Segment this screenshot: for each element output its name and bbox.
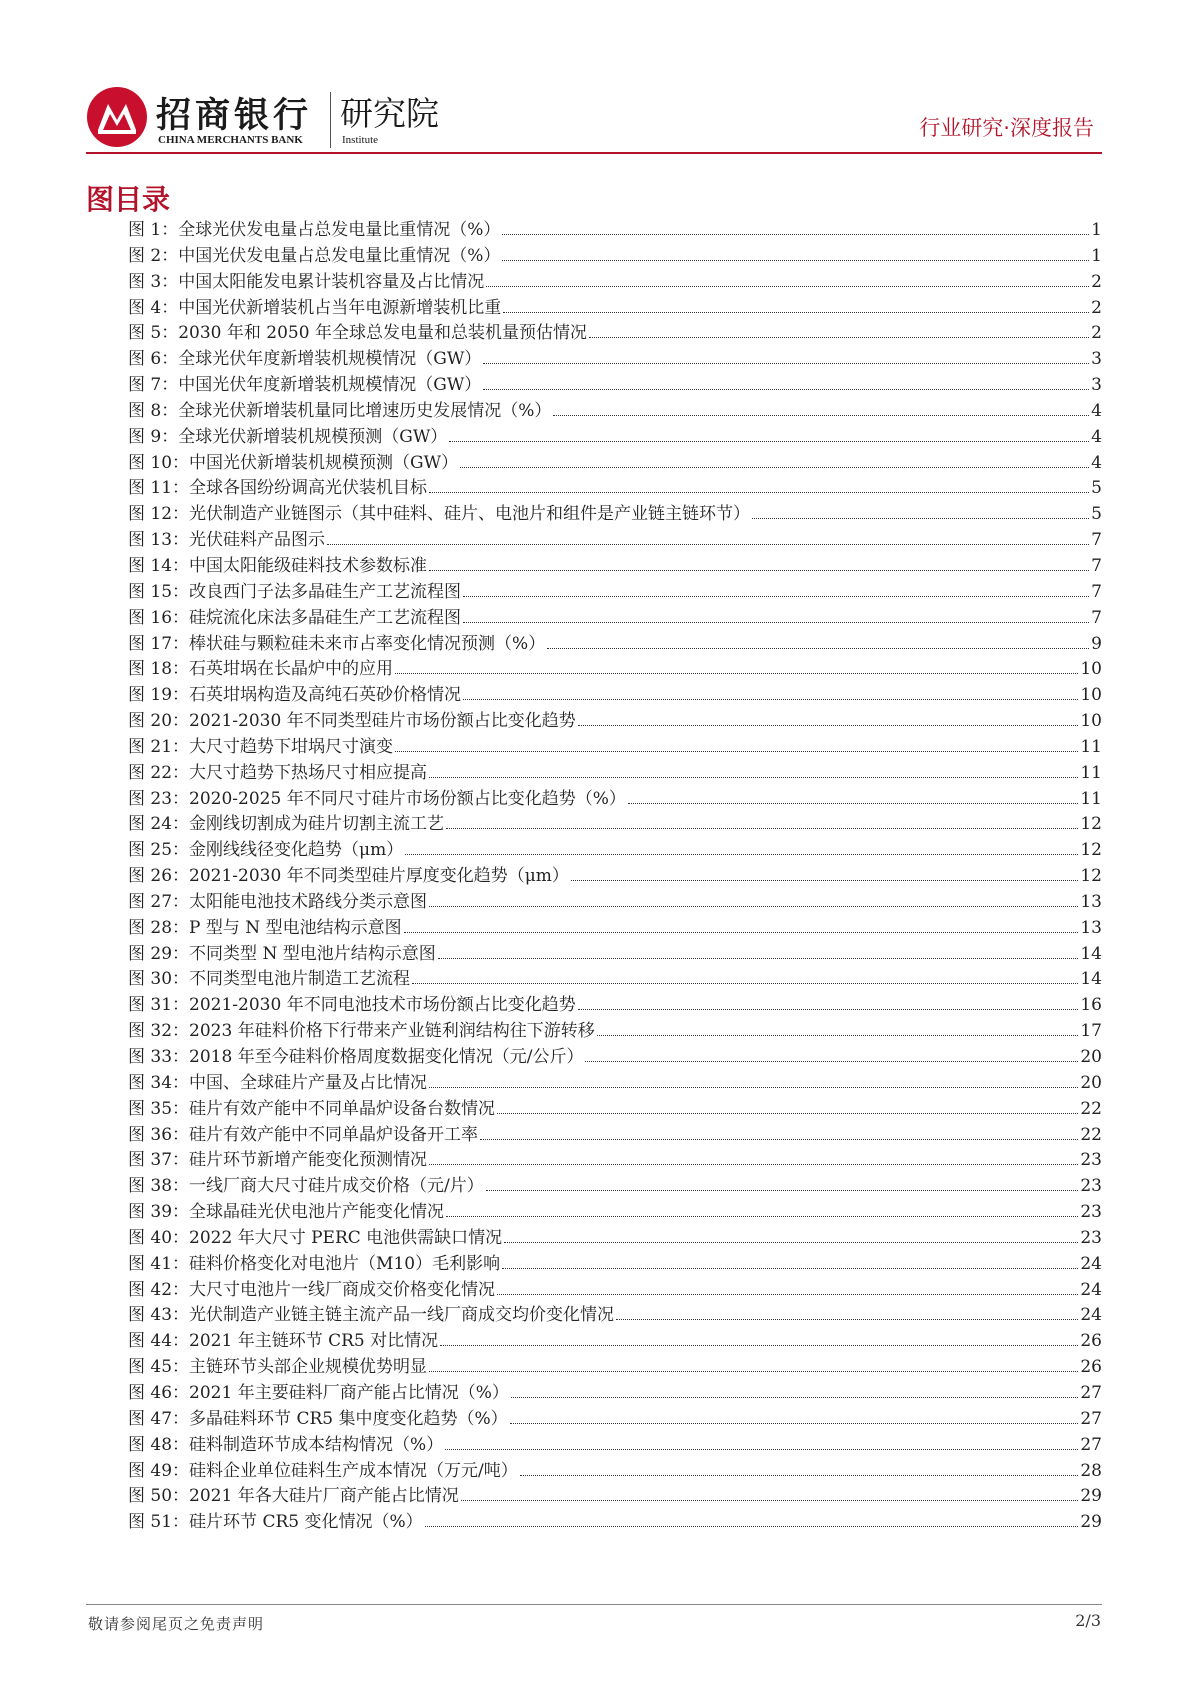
toc-entry-title: 全球光伏年度新增装机规模情况（GW）: [178, 349, 482, 370]
toc-entry-page: 4: [1091, 452, 1102, 473]
toc-entry-page: 16: [1080, 995, 1102, 1016]
toc-entry[interactable]: [128, 967, 1102, 993]
toc-entry-page: 1: [1091, 245, 1102, 266]
toc-entry-number: 图 32：: [128, 1021, 190, 1042]
toc-entry-title: 金刚线切割成为硅片切割主流工艺: [189, 814, 445, 835]
toc-entry-page: 2: [1091, 271, 1102, 292]
toc-entry-number: 图 23：: [128, 788, 190, 809]
toc-entry-leader: [585, 1061, 1078, 1062]
report-type-label: 行业研究·深度报告: [919, 116, 1094, 140]
toc-entry-leader: [429, 492, 1089, 493]
toc-entry-number: 图 5：: [128, 323, 179, 344]
toc-entry[interactable]: [128, 1381, 1102, 1407]
toc-entry-number: 图 15：: [128, 581, 190, 602]
toc-entry-page: 7: [1091, 607, 1102, 628]
header-rule: [86, 152, 1102, 154]
toc-entry-page: 12: [1080, 814, 1102, 835]
toc-entry[interactable]: [128, 1329, 1102, 1355]
toc-entry[interactable]: [128, 942, 1102, 968]
toc-entry-page: 7: [1091, 530, 1102, 551]
toc-entry-leader: [752, 518, 1089, 519]
toc-entry-leader: [483, 363, 1089, 364]
toc-entry-number: 图 11：: [128, 478, 190, 499]
toc-entry-page: 23: [1080, 1176, 1102, 1197]
toc-entry[interactable]: [128, 1200, 1102, 1226]
toc-entry-leader: [395, 751, 1078, 752]
toc-entry-number: 图 13：: [128, 530, 190, 551]
toc-entry[interactable]: [128, 476, 1102, 502]
toc-entry-number: 图 43：: [128, 1305, 190, 1326]
toc-entry-page: 27: [1080, 1382, 1102, 1403]
toc-entry-title: 主链环节头部企业规模优势明显: [189, 1357, 428, 1378]
toc-entry-leader: [445, 1449, 1078, 1450]
toc-entry[interactable]: [128, 1045, 1102, 1071]
toc-entry-page: 12: [1080, 840, 1102, 861]
toc-entry[interactable]: [128, 683, 1102, 709]
toc-entry[interactable]: [128, 1148, 1102, 1174]
toc-entry-leader: [628, 803, 1078, 804]
toc-entry-title: 金刚线线径变化趋势（μm）: [189, 840, 404, 861]
toc-entry[interactable]: [128, 735, 1102, 761]
toc-entry-number: 图 16：: [128, 607, 190, 628]
toc-entry-page: 20: [1080, 1047, 1102, 1067]
toc-entry-number: 图 4：: [128, 297, 179, 318]
toc-entry-leader: [502, 1268, 1078, 1269]
toc-entry-leader: [547, 648, 1089, 649]
toc-entry-page: 24: [1080, 1279, 1102, 1300]
toc-entry-title: 2022 年大尺寸 PERC 电池供需缺口情况: [189, 1227, 503, 1248]
toc-entry-title: 光伏硅料产品图示: [189, 530, 326, 551]
toc-entry-number: 图 42：: [128, 1279, 190, 1300]
toc-entry[interactable]: [128, 1459, 1102, 1485]
toc-entry-leader: [510, 1423, 1079, 1424]
toc-entry[interactable]: [128, 864, 1102, 890]
toc-entry-page: 4: [1091, 426, 1102, 447]
toc-entry-title: 中国、全球硅片产量及占比情况: [189, 1072, 428, 1093]
toc-entry[interactable]: [128, 761, 1102, 787]
toc-entry-leader: [502, 234, 1089, 235]
toc-entry-title: 2021-2030 年不同类型硅片市场份额占比变化趋势: [189, 711, 576, 732]
toc-entry-number: 图 39：: [128, 1202, 190, 1223]
toc-entry-leader: [404, 932, 1079, 933]
institute-name-en: Institute: [342, 134, 379, 146]
toc-entry-leader: [511, 1397, 1078, 1398]
toc-entry[interactable]: [128, 1303, 1102, 1329]
toc-entry-number: 图 41：: [128, 1253, 190, 1274]
toc-entry[interactable]: [128, 890, 1102, 916]
toc-entry-title: 石英坩埚在长晶炉中的应用: [189, 659, 394, 680]
toc-entry-page: 23: [1080, 1150, 1102, 1171]
toc-entry-leader: [616, 1319, 1078, 1320]
toc-entry-page: 3: [1091, 375, 1102, 396]
toc-entry-title: 中国光伏新增装机规模预测（GW）: [189, 452, 459, 473]
toc-entry-leader: [446, 1216, 1078, 1217]
toc-entry-leader: [395, 673, 1078, 674]
toc-entry[interactable]: [128, 554, 1102, 580]
institute-name-cn: 研究院: [340, 94, 439, 133]
toc-entry-leader: [449, 441, 1089, 442]
toc-entry-title: 全球晶硅光伏电池片产能变化情况: [189, 1202, 445, 1223]
toc-entry-title: 全球光伏发电量占总发电量比重情况（%）: [178, 220, 501, 240]
toc-entry-title: 硅片有效产能中不同单晶炉设备台数情况: [189, 1098, 496, 1119]
toc-entry-number: 图 18：: [128, 659, 190, 680]
toc-entry-title: 太阳能电池技术路线分类示意图: [189, 891, 428, 912]
toc-entry-leader: [463, 699, 1078, 700]
toc-entry-leader: [520, 1475, 1079, 1476]
toc-entry[interactable]: [128, 1097, 1102, 1123]
toc-entry-title: 一线厂商大尺寸硅片成交价格（元/片）: [189, 1176, 484, 1197]
figure-list: [128, 218, 1102, 1536]
toc-entry[interactable]: [128, 606, 1102, 632]
brand-name-cn: 招商银行: [156, 96, 313, 136]
toc-entry-number: 图 3：: [128, 271, 179, 292]
toc-entry[interactable]: [128, 1123, 1102, 1149]
toc-entry-number: 图 51：: [128, 1512, 190, 1533]
toc-entry-page: 14: [1080, 943, 1102, 964]
toc-entry-title: 大尺寸趋势下坩埚尺寸演变: [189, 736, 394, 757]
toc-entry-number: 图 33：: [128, 1047, 190, 1067]
toc-entry-title: 大尺寸趋势下热场尺寸相应提高: [189, 762, 428, 783]
toc-entry-title: 2021 年各大硅片厂商产能占比情况: [189, 1486, 459, 1507]
toc-entry-leader: [486, 1190, 1079, 1191]
toc-entry-leader: [578, 1009, 1079, 1010]
page-header: [86, 86, 1102, 152]
toc-entry-title: 2021-2030 年不同电池技术市场份额占比变化趋势: [189, 995, 576, 1016]
toc-entry[interactable]: [128, 1484, 1102, 1510]
toc-entry-leader: [463, 622, 1089, 623]
toc-entry[interactable]: [128, 218, 1102, 244]
toc-entry-title: 中国太阳能级硅料技术参数标准: [189, 555, 428, 576]
toc-entry-number: 图 8：: [128, 400, 179, 421]
toc-entry-page: 22: [1080, 1098, 1102, 1119]
toc-entry-page: 29: [1080, 1512, 1102, 1533]
toc-entry-leader: [429, 906, 1078, 907]
toc-entry-title: 硅片有效产能中不同单晶炉设备开工率: [189, 1124, 479, 1145]
toc-entry[interactable]: [128, 321, 1102, 347]
toc-entry[interactable]: [128, 296, 1102, 322]
toc-entry-number: 图 36：: [128, 1124, 190, 1145]
toc-entry-title: 硅片环节 CR5 变化情况（%）: [189, 1512, 423, 1533]
toc-entry[interactable]: [128, 502, 1102, 528]
toc-entry-leader: [571, 880, 1078, 881]
toc-entry-number: 图 20：: [128, 711, 190, 732]
toc-entry-page: 10: [1080, 685, 1102, 706]
toc-entry-number: 图 29：: [128, 943, 190, 964]
toc-entry[interactable]: [128, 373, 1102, 399]
toc-entry-title: 2030 年和 2050 年全球总发电量和总装机量预估情况: [178, 323, 587, 344]
toc-entry-title: 全球光伏新增装机规模预测（GW）: [178, 426, 448, 447]
toc-entry-number: 图 46：: [128, 1382, 190, 1403]
toc-entry[interactable]: [128, 993, 1102, 1019]
toc-entry-number: 图 14：: [128, 555, 190, 576]
toc-entry-title: 2020-2025 年不同尺寸硅片市场份额占比变化趋势（%）: [189, 788, 626, 809]
toc-entry-number: 图 9：: [128, 426, 179, 447]
toc-entry[interactable]: [128, 399, 1102, 425]
toc-entry-page: 17: [1080, 1021, 1102, 1042]
toc-entry-leader: [461, 1500, 1079, 1501]
toc-entry-number: 图 7：: [128, 375, 179, 396]
toc-entry-number: 图 35：: [128, 1098, 190, 1119]
toc-entry-title: 不同类型 N 型电池片结构示意图: [189, 943, 436, 964]
toc-entry[interactable]: [128, 1019, 1102, 1045]
toc-entry-page: 10: [1080, 711, 1102, 732]
toc-entry-page: 23: [1080, 1227, 1102, 1248]
toc-entry-page: 3: [1091, 349, 1102, 370]
toc-entry-page: 11: [1080, 762, 1102, 783]
toc-entry-number: 图 28：: [128, 917, 190, 938]
toc-entry-page: 10: [1080, 659, 1102, 680]
toc-entry[interactable]: [128, 528, 1102, 554]
toc-entry-leader: [440, 1345, 1078, 1346]
brand-name-en: CHINA MERCHANTS BANK: [158, 134, 303, 146]
toc-entry-page: 24: [1080, 1305, 1102, 1326]
toc-entry-leader: [405, 854, 1078, 855]
toc-entry-page: 27: [1080, 1434, 1102, 1455]
toc-entry-page: 12: [1080, 866, 1102, 887]
toc-entry-leader: [553, 415, 1089, 416]
toc-entry-leader: [463, 596, 1089, 597]
toc-entry-leader: [429, 570, 1089, 571]
toc-entry[interactable]: [128, 1433, 1102, 1459]
toc-entry-leader: [429, 1371, 1078, 1372]
toc-entry[interactable]: [128, 1252, 1102, 1278]
toc-entry[interactable]: [128, 709, 1102, 735]
toc-entry-number: 图 50：: [128, 1486, 190, 1507]
toc-entry-number: 图 10：: [128, 452, 190, 473]
toc-entry-title: 硅烷流化床法多晶硅生产工艺流程图: [189, 607, 462, 628]
toc-entry-leader: [497, 1113, 1078, 1114]
toc-entry-title: 中国光伏发电量占总发电量比重情况（%）: [178, 245, 501, 266]
toc-entry-title: 中国太阳能发电累计装机容量及占比情况: [178, 271, 485, 292]
toc-entry-page: 20: [1080, 1072, 1102, 1093]
toc-entry[interactable]: [128, 270, 1102, 296]
toc-entry[interactable]: [128, 916, 1102, 942]
toc-entry-number: 图 38：: [128, 1176, 190, 1197]
toc-entry-page: 29: [1080, 1486, 1102, 1507]
toc-entry-title: 中国光伏年度新增装机规模情况（GW）: [178, 375, 482, 396]
toc-entry-title: 中国光伏新增装机占当年电源新增装机比重: [178, 297, 502, 318]
toc-entry-number: 图 48：: [128, 1434, 190, 1455]
toc-entry-number: 图 17：: [128, 633, 190, 654]
toc-entry-leader: [327, 544, 1089, 545]
toc-entry-page: 26: [1080, 1357, 1102, 1378]
toc-entry[interactable]: [128, 347, 1102, 373]
toc-entry-number: 图 31：: [128, 995, 190, 1016]
toc-entry-leader: [502, 260, 1089, 261]
toc-entry-number: 图 47：: [128, 1408, 190, 1429]
toc-entry[interactable]: [128, 657, 1102, 683]
toc-entry-page: 27: [1080, 1408, 1102, 1429]
toc-entry[interactable]: [128, 1407, 1102, 1433]
toc-entry-number: 图 37：: [128, 1150, 190, 1171]
toc-entry-number: 图 25：: [128, 840, 190, 861]
toc-entry-title: 2021 年主要硅料厂商产能占比情况（%）: [189, 1382, 509, 1403]
toc-entry-leader: [480, 1139, 1078, 1140]
toc-entry-title: 硅料企业单位硅料生产成本情况（万元/吨）: [189, 1460, 518, 1481]
toc-entry-leader: [460, 467, 1089, 468]
toc-entry-title: 光伏制造产业链主链主流产品一线厂商成交均价变化情况: [189, 1305, 615, 1326]
cmb-logo-icon: [86, 86, 148, 148]
toc-entry-title: 棒状硅与颗粒硅未来市占率变化情况预测（%）: [189, 633, 546, 654]
toc-entry-page: 4: [1091, 400, 1102, 421]
toc-entry-title: 全球各国纷纷调高光伏装机目标: [189, 478, 428, 499]
toc-entry-number: 图 12：: [128, 504, 190, 525]
toc-entry-number: 图 45：: [128, 1357, 190, 1378]
toc-entry-page: 9: [1091, 633, 1102, 654]
toc-entry-leader: [483, 389, 1089, 390]
toc-entry-page: 5: [1091, 504, 1102, 525]
toc-entry-leader: [429, 777, 1078, 778]
toc-entry-page: 1: [1091, 220, 1102, 240]
toc-entry[interactable]: [128, 787, 1102, 813]
toc-entry[interactable]: [128, 1510, 1102, 1536]
toc-entry-title: 全球光伏新增装机量同比增速历史发展情况（%）: [178, 400, 552, 421]
toc-entry-leader: [578, 725, 1079, 726]
toc-entry-title: 2021 年主链环节 CR5 对比情况: [189, 1331, 439, 1352]
figure-list-title: 图目录: [86, 183, 171, 216]
toc-entry-title: 硅料制造环节成本结构情况（%）: [189, 1434, 444, 1455]
toc-entry-title: 光伏制造产业链图示（其中硅料、硅片、电池片和组件是产业链主链环节）: [189, 504, 751, 525]
toc-entry-leader: [429, 1087, 1078, 1088]
toc-entry-page: 11: [1080, 788, 1102, 809]
toc-entry-number: 图 40：: [128, 1227, 190, 1248]
toc-entry-title: 大尺寸电池片一线厂商成交价格变化情况: [189, 1279, 496, 1300]
toc-entry-title: 硅片环节新增产能变化预测情况: [189, 1150, 428, 1171]
toc-entry-page: 24: [1080, 1253, 1102, 1274]
toc-entry-title: P 型与 N 型电池结构示意图: [189, 917, 402, 938]
toc-entry[interactable]: [128, 812, 1102, 838]
toc-entry-page: 13: [1080, 917, 1102, 938]
toc-entry-number: 图 27：: [128, 891, 190, 912]
toc-entry-page: 7: [1091, 555, 1102, 576]
toc-entry-number: 图 21：: [128, 736, 190, 757]
toc-entry-number: 图 22：: [128, 762, 190, 783]
toc-entry-number: 图 49：: [128, 1460, 190, 1481]
toc-entry[interactable]: [128, 451, 1102, 477]
toc-entry-leader: [425, 1526, 1079, 1527]
toc-entry-title: 不同类型电池片制造工艺流程: [189, 969, 411, 990]
toc-entry[interactable]: [128, 1071, 1102, 1097]
toc-entry[interactable]: [128, 425, 1102, 451]
toc-entry-number: 图 26：: [128, 866, 190, 887]
brand-divider: [330, 92, 331, 148]
page-indicator: 2/3: [1075, 1611, 1101, 1630]
toc-entry-leader: [503, 312, 1089, 313]
toc-entry-page: 22: [1080, 1124, 1102, 1145]
toc-entry[interactable]: [128, 1226, 1102, 1252]
toc-entry-leader: [446, 828, 1078, 829]
toc-entry-leader: [438, 958, 1079, 959]
toc-entry-page: 23: [1080, 1202, 1102, 1223]
toc-entry-leader: [504, 1242, 1078, 1243]
toc-entry-leader: [486, 286, 1089, 287]
toc-entry-number: 图 19：: [128, 685, 190, 706]
toc-entry-page: 28: [1080, 1460, 1102, 1481]
footer-disclaimer: 敬请参阅尾页之免责声明: [88, 1615, 265, 1633]
toc-entry-number: 图 6：: [128, 349, 179, 370]
toc-entry[interactable]: [128, 580, 1102, 606]
toc-entry-leader: [589, 337, 1089, 338]
toc-entry-page: 7: [1091, 581, 1102, 602]
toc-entry-number: 图 2：: [128, 245, 179, 266]
toc-entry-page: 2: [1091, 297, 1102, 318]
footer-rule: [86, 1604, 1102, 1605]
toc-entry-leader: [497, 1294, 1078, 1295]
toc-entry-title: 多晶硅料环节 CR5 集中度变化趋势（%）: [189, 1408, 508, 1429]
toc-entry[interactable]: [128, 1174, 1102, 1200]
toc-entry-title: 2018 年至今硅料价格周度数据变化情况（元/公斤）: [189, 1047, 584, 1067]
toc-entry-leader: [429, 1164, 1078, 1165]
toc-entry[interactable]: [128, 1278, 1102, 1304]
toc-entry-page: 26: [1080, 1331, 1102, 1352]
toc-entry[interactable]: [128, 632, 1102, 658]
toc-entry-number: 图 30：: [128, 969, 190, 990]
toc-entry[interactable]: [128, 838, 1102, 864]
toc-entry-title: 改良西门子法多晶硅生产工艺流程图: [189, 581, 462, 602]
toc-entry[interactable]: [128, 1355, 1102, 1381]
toc-entry-page: 5: [1091, 478, 1102, 499]
toc-entry-leader: [412, 983, 1078, 984]
toc-entry-number: 图 24：: [128, 814, 190, 835]
toc-entry-page: 11: [1080, 736, 1102, 757]
toc-entry-number: 图 44：: [128, 1331, 190, 1352]
toc-entry-title: 2021-2030 年不同类型硅片厚度变化趋势（μm）: [189, 866, 569, 887]
toc-entry-page: 14: [1080, 969, 1102, 990]
toc-entry-page: 2: [1091, 323, 1102, 344]
toc-entry-title: 2023 年硅料价格下行带来产业链利润结构往下游转移: [189, 1021, 595, 1042]
toc-entry-title: 石英坩埚构造及高纯石英砂价格情况: [189, 685, 462, 706]
toc-entry-page: 13: [1080, 891, 1102, 912]
toc-entry-title: 硅料价格变化对电池片（M10）毛利影响: [189, 1253, 501, 1274]
toc-entry-number: 图 1：: [128, 220, 179, 240]
toc-entry-leader: [597, 1035, 1079, 1036]
toc-entry-number: 图 34：: [128, 1072, 190, 1093]
toc-entry[interactable]: [128, 244, 1102, 270]
